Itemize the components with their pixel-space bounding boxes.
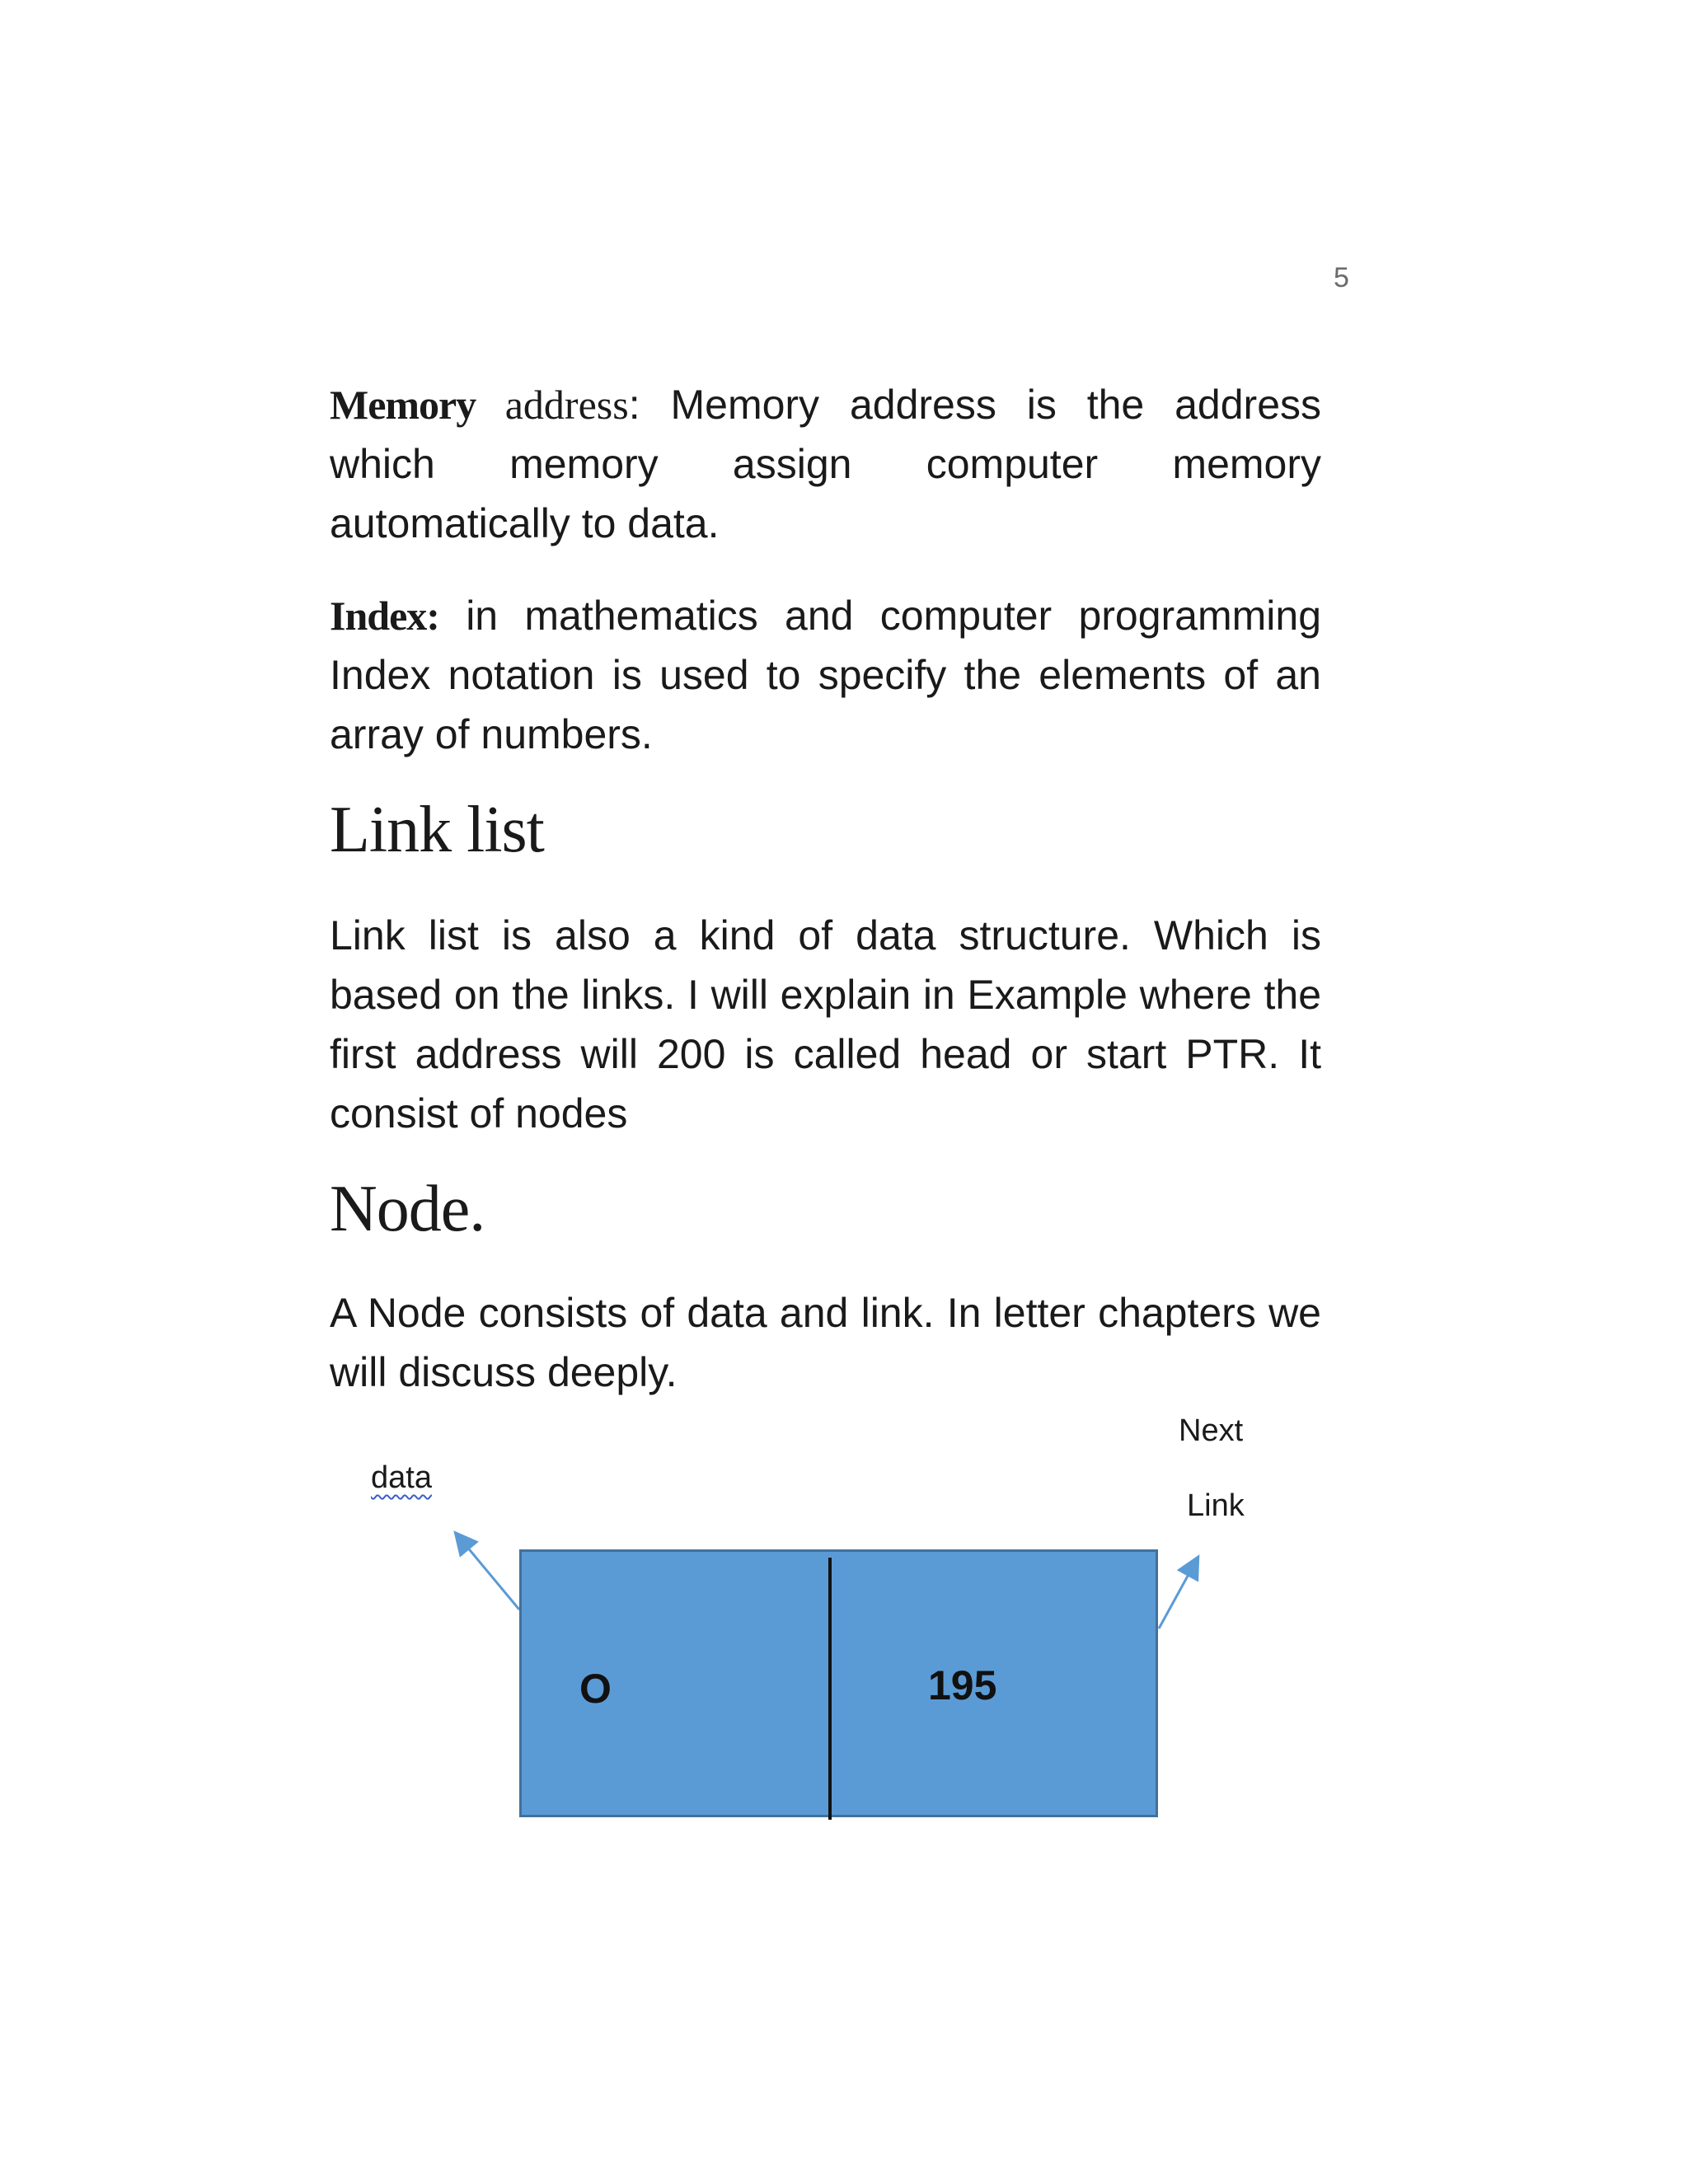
page-content [330,375,1321,1402]
node-box [519,1549,1158,1817]
data-pointer-arrow [458,1536,519,1610]
memory-term-rest: address [476,382,629,428]
node-heading: Node. [330,1173,485,1245]
page-number: 5 [1334,262,1349,293]
node-paragraph: A Node consists of data and link. In letter chapters we will discuss deeply. [330,1290,1321,1395]
link-pointer-arrow [1159,1561,1196,1629]
data-label: data [371,1460,432,1495]
node-divider [828,1558,832,1820]
index-term: Index: [330,593,439,639]
link-list-heading: Link list [330,794,544,866]
node-data-value: O [579,1666,612,1712]
memory-definition: : Memory address is the address which memory assign computer memory automatically to data. [330,382,1322,546]
memory-address-paragraph [330,375,1321,553]
index-paragraph [330,586,1321,764]
node-link-value: 195 [928,1662,997,1708]
link-list-paragraph: Link list is also a kind of data structure. Which is based on the links. I will explain in Example where the first address will 200 is called head or start PTR. It consist of nodes [330,912,1321,1137]
link-label: Link [1187,1488,1245,1523]
index-definition: in mathematics and computer programming Index notation is used to specify the elements of an array of numbers. [330,593,1321,757]
memory-term: Memory [330,382,476,428]
next-label: Next [1179,1413,1244,1448]
